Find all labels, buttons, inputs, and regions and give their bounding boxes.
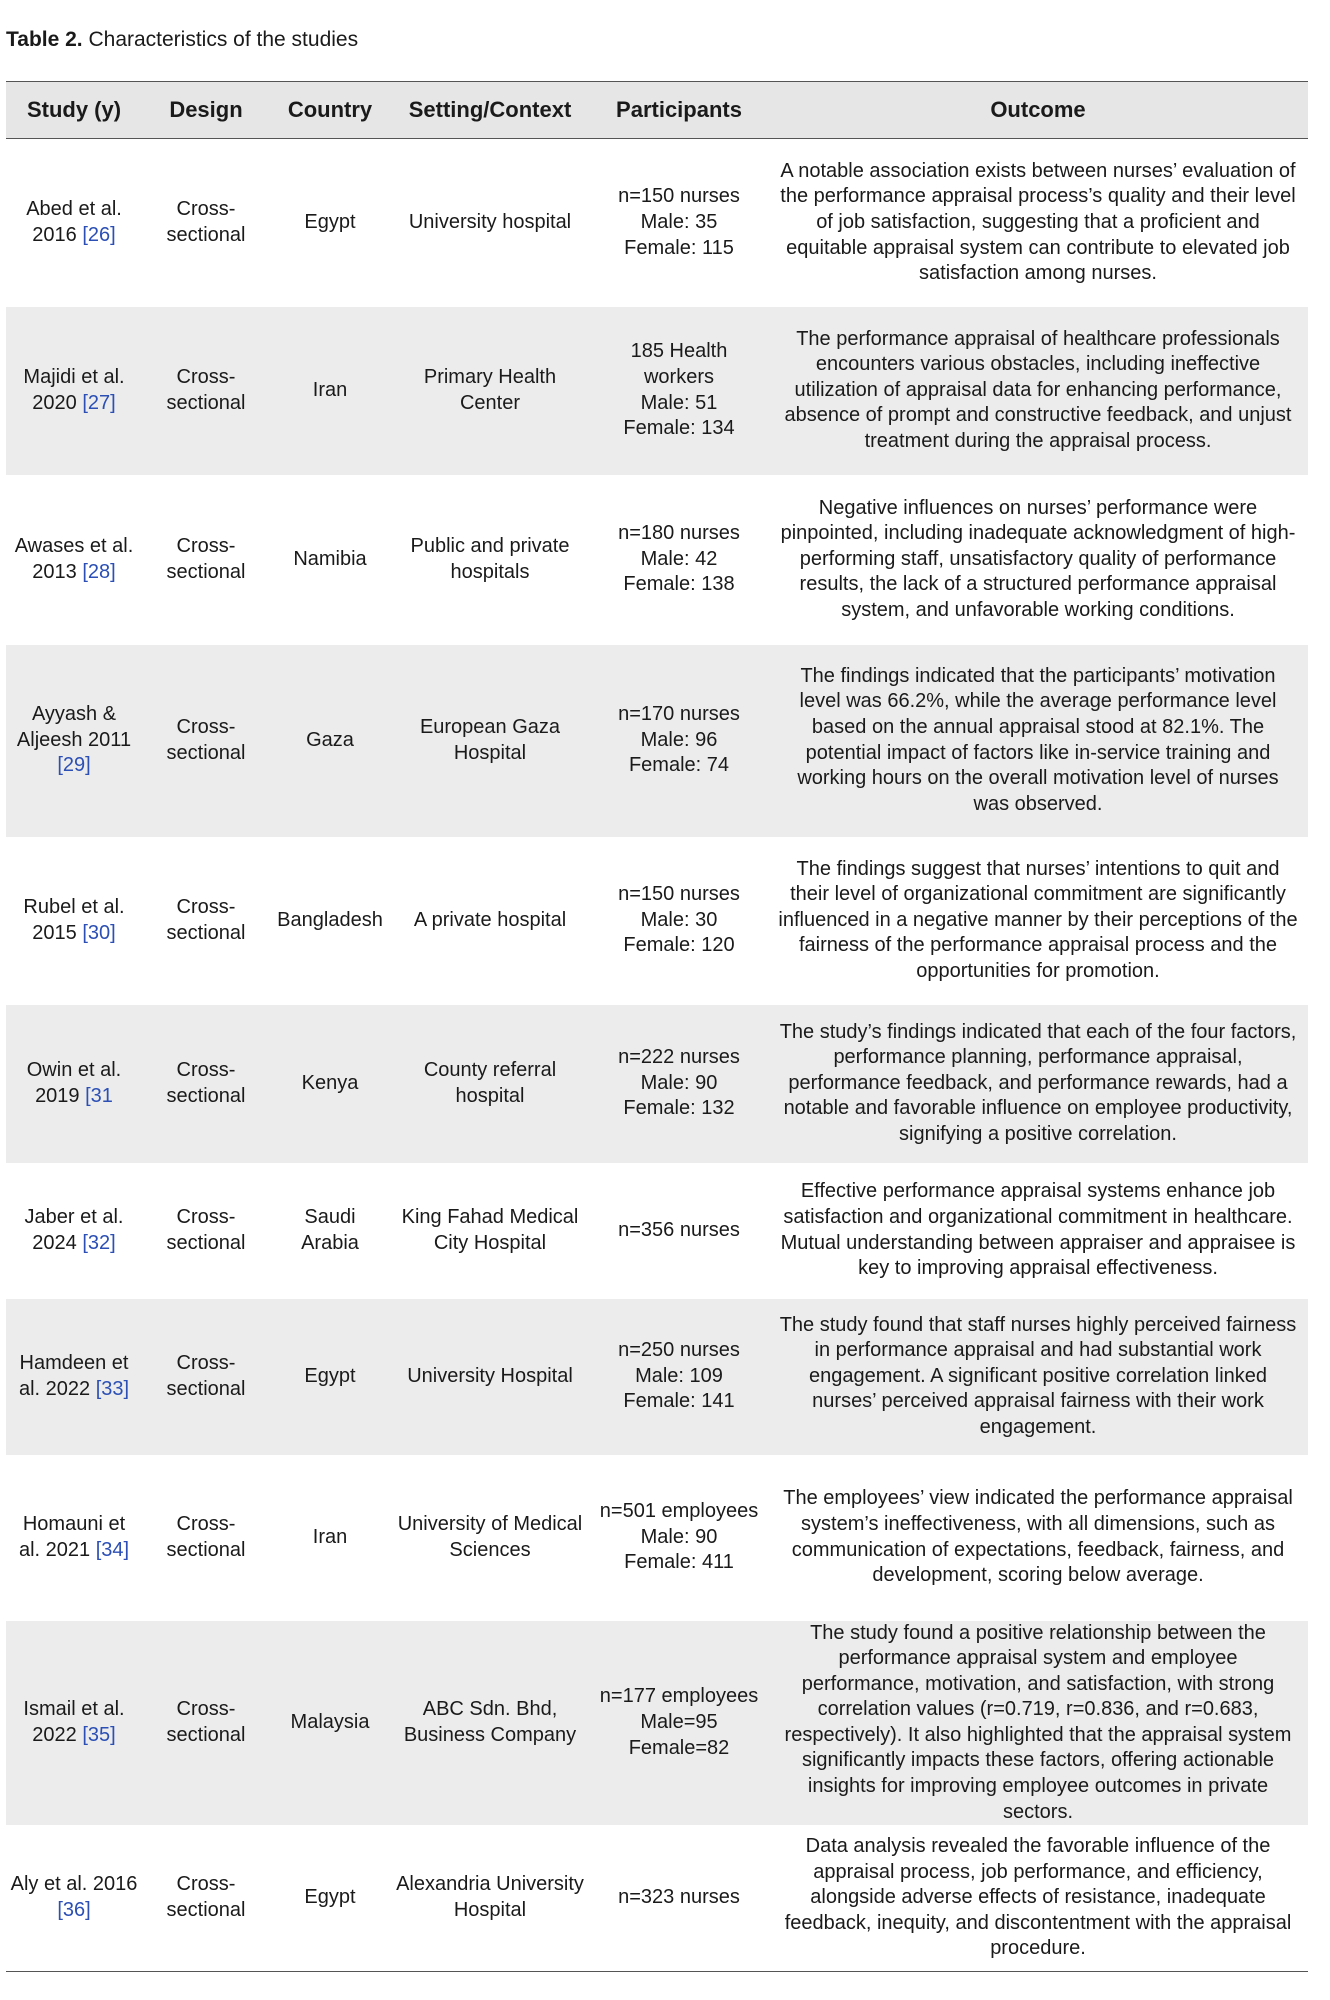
- table-row: [6, 1455, 1308, 1621]
- reference-link[interactable]: [26]: [82, 223, 116, 246]
- cell-design: Cross-sectional: [142, 1455, 270, 1621]
- participants-line: Male: 35: [640, 210, 718, 233]
- study-name: Rubel et al. 2015: [23, 895, 125, 944]
- cell-setting: University Hospital: [390, 1299, 590, 1455]
- header-country: Country: [270, 82, 390, 139]
- cell-study: [6, 645, 142, 837]
- study-name: Ayyash & Aljeesh 2011: [16, 703, 132, 751]
- cell-outcome: The findings indicated that the participants’ motivation level was 66.2%, while the average performance level based on the annual appraisal stood at 82.1%. The potential impact of factors like in-service training and working hours on the overall motivation level of nurses was observed.: [768, 645, 1308, 837]
- cell-participants: [590, 139, 768, 307]
- cell-country: Egypt: [270, 1825, 390, 1971]
- cell-outcome: The study found a positive relationship between the performance appraisal system and employee performance, motivation, and satisfaction, with strong correlation values (r=0.719, r=0.836, and r=0.683, respectively). It also highlighted that the appraisal system significantly impacts these factors, offering actionable insights for improving employee outcomes in private sectors.: [768, 1621, 1308, 1826]
- cell-study: [6, 1005, 142, 1163]
- cell-country: Saudi Arabia: [270, 1163, 390, 1299]
- cell-country: Egypt: [270, 139, 390, 307]
- cell-study: [6, 837, 142, 1005]
- participants-line: Male: 96: [640, 728, 718, 751]
- table-caption: [6, 28, 358, 52]
- reference-link[interactable]: [30]: [82, 921, 116, 944]
- study-name: Abed et al. 2016: [26, 198, 122, 246]
- cell-study: [6, 1163, 142, 1299]
- reference-link[interactable]: [28]: [82, 560, 116, 583]
- cell-participants: [590, 475, 768, 645]
- participants-line: Female: 120: [623, 934, 735, 957]
- participants-line: Male=95: [640, 1711, 718, 1734]
- study-name: Jaber et al. 2024: [24, 1205, 124, 1254]
- reference-link[interactable]: [27]: [82, 391, 116, 414]
- cell-participants: [590, 1163, 768, 1299]
- cell-outcome: The performance appraisal of healthcare professionals encounters various obstacles, including ineffective utilization of appraisal data for enhancing performance, absence of prompt and constructive feedback, and unjust treatment during the appraisal process.: [768, 307, 1308, 475]
- cell-country: Kenya: [270, 1005, 390, 1163]
- cell-study: [6, 307, 142, 475]
- reference-link[interactable]: [36]: [57, 1899, 91, 1921]
- cell-design: Cross-sectional: [142, 837, 270, 1005]
- table-row: [6, 645, 1308, 837]
- cell-country: Egypt: [270, 1299, 390, 1455]
- cell-study: [6, 1299, 142, 1455]
- participants-line: Male: 90: [640, 1071, 718, 1094]
- cell-setting: Alexandria University Hospital: [390, 1825, 590, 1971]
- reference-link[interactable]: [35]: [82, 1723, 116, 1746]
- cell-design: Cross-sectional: [142, 1005, 270, 1163]
- cell-study: [6, 475, 142, 645]
- cell-country: Iran: [270, 1455, 390, 1621]
- participants-line: Female: 115: [624, 236, 734, 259]
- cell-country: Bangladesh: [270, 837, 390, 1005]
- cell-country: Gaza: [270, 645, 390, 837]
- participants-line: n=222 nurses: [618, 1046, 740, 1069]
- cell-design: Cross-sectional: [142, 1621, 270, 1826]
- table-row: [6, 139, 1308, 307]
- cell-design: Cross-sectional: [142, 475, 270, 645]
- cell-outcome: Negative influences on nurses’ performance were pinpointed, including inadequate acknowledgment of high-performing staff, unsatisfactory quality of performance results, the lack of a structured performance appraisal system, and unfavorable working conditions.: [768, 475, 1308, 645]
- participants-line: n=501 employees: [599, 1500, 759, 1523]
- participants-line: Male: 109: [635, 1364, 723, 1387]
- cell-setting: University hospital: [390, 139, 590, 307]
- cell-setting: Primary Health Center: [390, 307, 590, 475]
- reference-link[interactable]: [32]: [82, 1231, 116, 1254]
- participants-line: Female: 74: [628, 754, 730, 777]
- study-name: Awases et al. 2013: [14, 534, 134, 583]
- reference-link[interactable]: [33]: [95, 1377, 130, 1400]
- cell-setting: A private hospital: [390, 837, 590, 1005]
- cell-outcome: A notable association exists between nurses’ evaluation of the performance appraisal process’s quality and their level of job satisfaction, suggesting that a proficient and equitable appraisal system can contribute to elevated job satisfaction among nurses.: [768, 139, 1308, 307]
- participants-line: Male: 42: [640, 547, 718, 570]
- table-row: [6, 837, 1308, 1005]
- table-row: [6, 1825, 1308, 1971]
- cell-outcome: The findings suggest that nurses’ intentions to quit and their level of organizational commitment are significantly influenced in a negative manner by their perceptions of the fairness of the performance appraisal process and the opportunities for promotion.: [768, 837, 1308, 1005]
- cell-study: [6, 1455, 142, 1621]
- participants-line: n=356 nurses: [618, 1218, 740, 1241]
- cell-outcome: The study’s findings indicated that each of the four factors, performance planning, performance appraisal, performance feedback, and performance rewards, had a notable and favorable influence on employee productivity, signifying a positive correlation.: [768, 1005, 1308, 1163]
- participants-line: Female: 411: [624, 1551, 734, 1574]
- studies-table: [6, 81, 1308, 1972]
- table-row: [6, 1163, 1308, 1299]
- table-body: [6, 139, 1308, 1972]
- caption-label: Table 2.: [6, 28, 83, 51]
- cell-design: Cross-sectional: [142, 307, 270, 475]
- participants-line: Male: 51: [640, 391, 718, 414]
- cell-setting: Public and private hospitals: [390, 475, 590, 645]
- reference-link[interactable]: [29]: [57, 754, 91, 777]
- participants-line: Female: 138: [623, 573, 735, 596]
- study-name: Owin et al. 2019: [26, 1058, 122, 1107]
- cell-study: [6, 1621, 142, 1826]
- caption-text: Characteristics of the studies: [82, 28, 359, 51]
- cell-country: Malaysia: [270, 1621, 390, 1826]
- cell-design: Cross-sectional: [142, 645, 270, 837]
- cell-country: Namibia: [270, 475, 390, 645]
- reference-link[interactable]: [34]: [95, 1538, 130, 1561]
- table-row: [6, 1005, 1308, 1163]
- cell-participants: [590, 1621, 768, 1826]
- cell-outcome: Effective performance appraisal systems enhance job satisfaction and organizational commitment in healthcare. Mutual understanding between appraiser and appraisee is key to improving appraisal effectiveness.: [768, 1163, 1308, 1299]
- table-row: [6, 1299, 1308, 1455]
- study-name: Hamdeen et al. 2022: [18, 1351, 129, 1400]
- cell-participants: [590, 307, 768, 475]
- participants-line: Female: 132: [623, 1097, 735, 1120]
- cell-setting: ABC Sdn. Bhd, Business Company: [390, 1621, 590, 1826]
- study-name: Homauni et al. 2021: [18, 1512, 126, 1561]
- table-row: [6, 307, 1308, 475]
- reference-link[interactable]: [31: [85, 1084, 113, 1107]
- cell-participants: [590, 1455, 768, 1621]
- table-row: [6, 475, 1308, 645]
- cell-design: Cross-sectional: [142, 1825, 270, 1971]
- participants-line: n=150 nurses: [618, 883, 740, 906]
- cell-study: [6, 1825, 142, 1971]
- cell-outcome: The study found that staff nurses highly perceived fairness in performance appraisal and had substantial work engagement. A significant positive correlation linked nurses’ perceived appraisal fairness with their work engagement.: [768, 1299, 1308, 1455]
- header-setting: Setting/Context: [390, 82, 590, 139]
- header-study: Study (y): [6, 82, 142, 139]
- participants-line: n=150 nurses: [618, 185, 740, 208]
- cell-participants: [590, 1299, 768, 1455]
- participants-line: Male: 90: [640, 1525, 718, 1548]
- cell-setting: King Fahad Medical City Hospital: [390, 1163, 590, 1299]
- study-name: Ismail et al. 2022: [23, 1698, 125, 1746]
- table-header-row: [6, 82, 1308, 139]
- study-name: Majidi et al. 2020: [23, 365, 125, 414]
- participants-line: Female: 141: [623, 1390, 735, 1413]
- cell-country: Iran: [270, 307, 390, 475]
- cell-participants: [590, 645, 768, 837]
- participants-line: n=180 nurses: [618, 522, 740, 545]
- cell-setting: European Gaza Hospital: [390, 645, 590, 837]
- study-name: Aly et al. 2016: [10, 1873, 138, 1896]
- participants-line: n=323 nurses: [618, 1886, 740, 1909]
- participants-line: Female=82: [628, 1736, 730, 1759]
- table-row: [6, 1621, 1308, 1826]
- participants-line: n=250 nurses: [618, 1339, 740, 1362]
- cell-setting: University of Medical Sciences: [390, 1455, 590, 1621]
- cell-participants: [590, 837, 768, 1005]
- cell-participants: [590, 1005, 768, 1163]
- cell-study: [6, 139, 142, 307]
- participants-line: n=177 employees: [599, 1685, 759, 1708]
- header-design: Design: [142, 82, 270, 139]
- cell-outcome: Data analysis revealed the favorable influence of the appraisal process, job performance, and efficiency, alongside adverse effects of resistance, inadequate feedback, inequity, and discontentment with the appraisal procedure.: [768, 1825, 1308, 1971]
- participants-line: n=170 nurses: [618, 703, 740, 726]
- cell-setting: County referral hospital: [390, 1005, 590, 1163]
- cell-design: Cross-sectional: [142, 1299, 270, 1455]
- participants-line: Female: 134: [623, 417, 735, 440]
- cell-design: Cross-sectional: [142, 1163, 270, 1299]
- header-outcome: Outcome: [768, 82, 1308, 139]
- cell-outcome: The employees’ view indicated the performance appraisal system’s ineffectiveness, with all dimensions, such as communication of expectations, feedback, fairness, and development, scoring below average.: [768, 1455, 1308, 1621]
- cell-design: Cross-sectional: [142, 139, 270, 307]
- cell-participants: [590, 1825, 768, 1971]
- participants-line: 185 Health workers: [630, 340, 728, 388]
- participants-line: Male: 30: [640, 908, 718, 931]
- header-participants: Participants: [590, 82, 768, 139]
